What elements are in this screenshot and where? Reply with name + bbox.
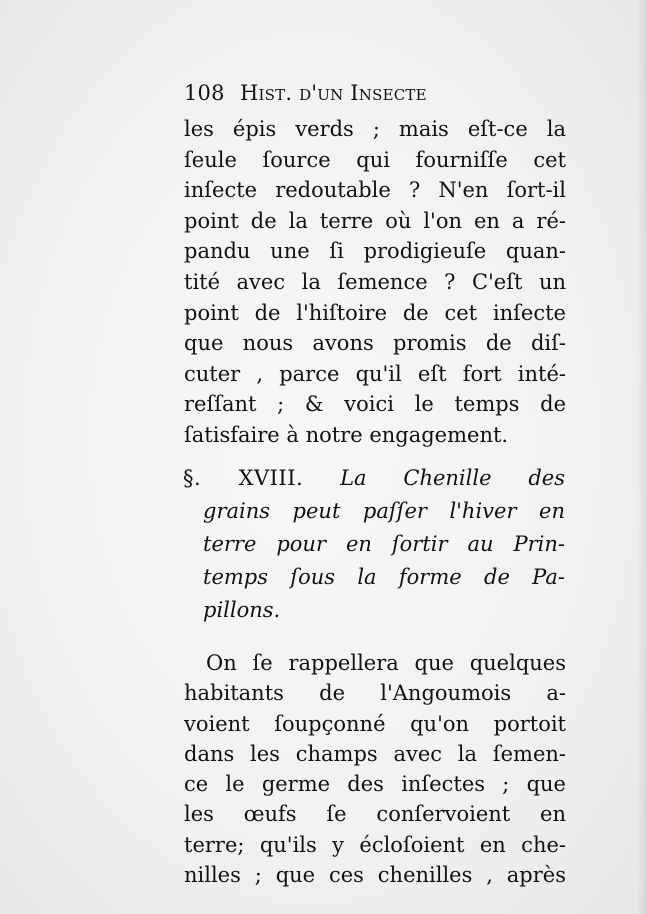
text-line: cuter , parce qu'il eſt fort inté- — [184, 361, 566, 386]
text-line: reſſant ; & voici le temps de — [184, 392, 566, 417]
running-title: Hist. d'un Insecte — [240, 81, 427, 105]
text-line: tité avec la ſemence ? C'eſt un — [184, 269, 566, 294]
page-number: 108 — [184, 81, 225, 105]
text-line: les épis verds ; mais eſt-ce la — [184, 117, 566, 141]
section-title-line: terre pour en ſortir au Prin- — [203, 532, 565, 556]
text-line: point de l'hiſtoire de cet inſecte — [184, 300, 566, 325]
text-line: ſeule ſource qui fourniſſe cet — [184, 147, 566, 172]
text-line: pandu une ſi prodigieuſe quan- — [184, 239, 566, 264]
text-line: que nous avons promis de diſ- — [184, 331, 566, 356]
section-title-start: La Chenille des — [340, 466, 565, 490]
running-head — [184, 81, 566, 105]
section-heading-first-line — [183, 462, 565, 495]
section-number: §. XVIII. — [183, 466, 304, 490]
text-line: les œufs ſe conſervoient en — [184, 802, 566, 827]
text-line: terre; qu'ils y écloſoient en che- — [184, 832, 566, 857]
text-line: On ſe rappellera que quelques — [206, 651, 566, 675]
text-line: habitants de l'Angoumois a- — [184, 681, 566, 706]
paragraph-1 — [184, 114, 566, 451]
section-heading — [183, 462, 565, 627]
text-line: point de la terre où l'on en a ré- — [184, 208, 566, 233]
section-title-line: pillons. — [203, 598, 281, 622]
text-line: ſatisfaire à notre engagement. — [184, 422, 509, 447]
text-line: dans les champs avec la ſemen- — [184, 741, 566, 766]
text-line: nilles ; que ces chenilles , après — [184, 863, 566, 888]
text-line: inſecte redoutable ? N'en ſort-il — [184, 178, 566, 203]
paragraph-2 — [184, 648, 566, 890]
text-line: ce le germe des inſectes ; que — [184, 772, 566, 797]
section-title-line: grains peut paſſer l'hiver en — [203, 499, 565, 523]
section-title-line: temps ſous la forme de Pa- — [203, 565, 565, 589]
text-line: voient ſoupçonné qu'on portoit — [184, 711, 566, 736]
